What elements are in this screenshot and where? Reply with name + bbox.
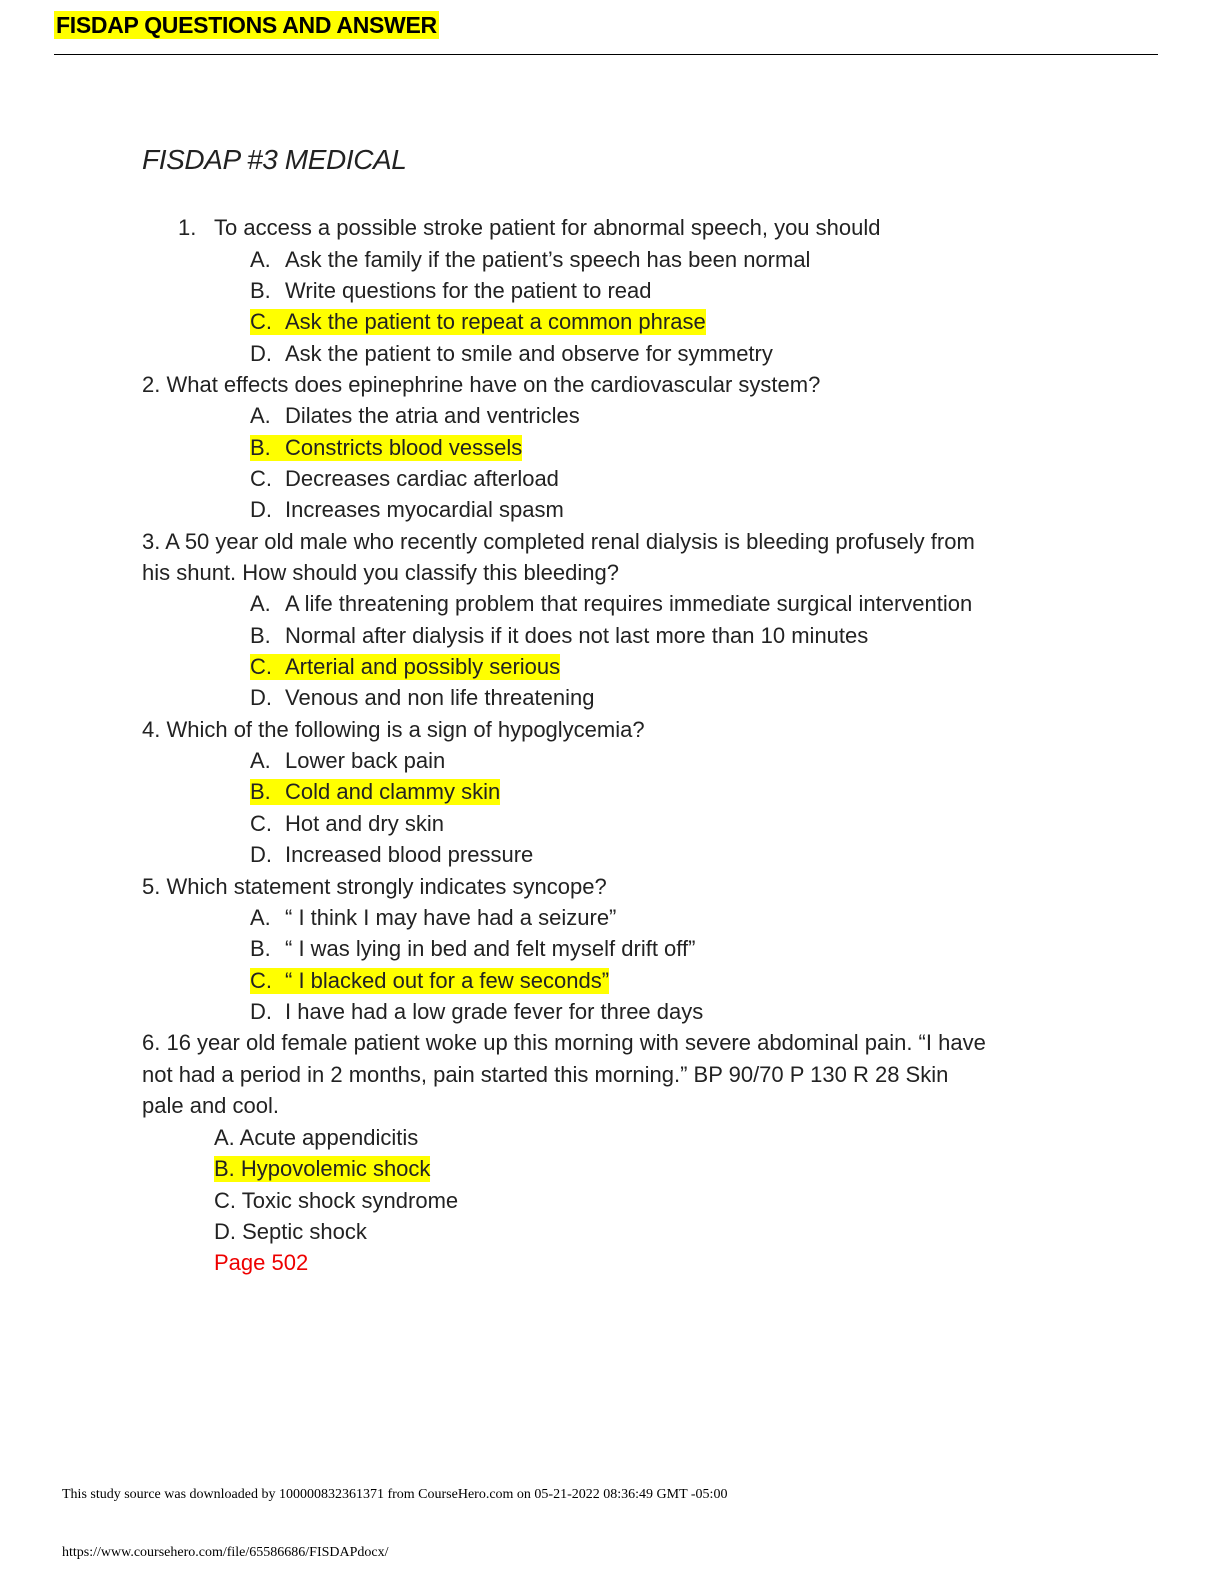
q3-option-a: A. A life threatening problem that requires immediate surgical intervention — [250, 591, 973, 616]
q6-option-d: D. Septic shock — [214, 1219, 367, 1244]
q4-option-b-answer: B. Cold and clammy skin — [250, 779, 501, 804]
q1-option-b: B. Write questions for the patient to read — [250, 278, 652, 303]
download-source-note: This study source was downloaded by 100000832361371 from CourseHero.com on 05-21-2022 08:36:49 GMT -05:00 — [62, 1487, 728, 1502]
q4-option-d: D. Increased blood pressure — [250, 842, 534, 867]
q3-option-c-answer: C. Arterial and possibly serious — [250, 654, 561, 679]
q1-option-a: A. Ask the family if the patient’s speech has been normal — [250, 247, 811, 272]
q6-option-a: A. Acute appendicitis — [214, 1125, 419, 1150]
q1-option-d: D. Ask the patient to smile and observe for symmetry — [250, 341, 773, 366]
header-rule — [54, 54, 1158, 55]
q2-option-c: C. Decreases cardiac afterload — [250, 466, 559, 491]
document-header: FISDAP QUESTIONS AND ANSWER — [56, 12, 437, 38]
q6-option-c: C. Toxic shock syndrome — [214, 1188, 459, 1213]
question-3-stem-line-2: his shunt. How should you classify this bleeding? — [142, 560, 619, 585]
q1-option-c-answer: C. Ask the patient to repeat a common phrase — [250, 309, 706, 334]
q5-option-d: D. I have had a low grade fever for three days — [250, 999, 704, 1024]
question-4-stem: 4. Which of the following is a sign of hypoglycemia? — [142, 717, 645, 742]
page-title: FISDAP #3 MEDICAL — [142, 144, 407, 175]
question-6-stem-line-1: 6. 16 year old female patient woke up this morning with severe abdominal pain. “I have — [142, 1030, 986, 1055]
q2-option-d: D. Increases myocardial spasm — [250, 497, 564, 522]
q3-option-b: B. Normal after dialysis if it does not last more than 10 minutes — [250, 623, 869, 648]
q4-option-a: A. Lower back pain — [250, 748, 446, 773]
question-1-stem — [178, 215, 881, 241]
question-1-number: 1. — [178, 215, 197, 240]
q5-option-b: B. “ I was lying in bed and felt myself drift off” — [250, 936, 696, 961]
q3-option-d: D. Venous and non life threatening — [250, 685, 595, 710]
q5-option-c-answer: C. “ I blacked out for a few seconds” — [250, 968, 610, 993]
q2-option-b-answer: B. Constricts blood vessels — [250, 435, 523, 460]
question-5-stem: 5. Which statement strongly indicates syncope? — [142, 874, 607, 899]
q4-option-c: C. Hot and dry skin — [250, 811, 444, 836]
question-1-text: To access a possible stroke patient for abnormal speech, you should — [214, 215, 881, 240]
q2-option-a: A. Dilates the atria and ventricles — [250, 403, 580, 428]
question-6-stem-line-3: pale and cool. — [142, 1093, 279, 1118]
page-reference-note: Page 502 — [214, 1250, 309, 1275]
question-6-stem-line-2: not had a period in 2 months, pain started this morning.” BP 90/70 P 130 R 28 Skin — [142, 1062, 949, 1087]
question-3-stem-line-1: 3. A 50 year old male who recently completed renal dialysis is bleeding profusely from — [142, 529, 975, 554]
question-2-stem: 2. What effects does epinephrine have on the cardiovascular system? — [142, 372, 821, 397]
source-url[interactable]: https://www.coursehero.com/file/65586686/FISDAPdocx/ — [62, 1545, 389, 1560]
q5-option-a: A. “ I think I may have had a seizure” — [250, 905, 617, 930]
q6-option-b-answer: B. Hypovolemic shock — [214, 1156, 431, 1181]
